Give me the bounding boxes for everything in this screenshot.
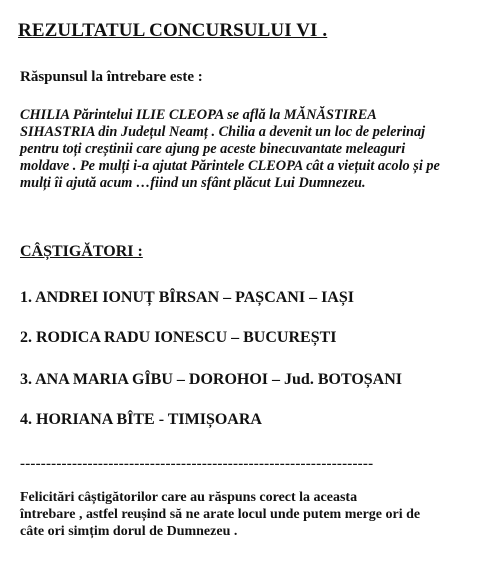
- dashed-divider: --------------------------------------------------------------------: [20, 456, 374, 472]
- winner-item-1: 1. ANDREI IONUȚ BÎRSAN – PAȘCANI – IAȘI: [20, 289, 354, 306]
- congrats-line: câte ori simțim dorul de Dumnezeu .: [20, 524, 238, 539]
- answer-line: pentru toți creștinii care ajung pe aceste binecuvantate meleaguri: [20, 141, 406, 157]
- winners-heading: CÂȘTIGĂTORI :: [20, 243, 143, 260]
- document-title: REZULTATUL CONCURSULUI VI .: [18, 20, 328, 41]
- answer-line: SIHASTRIA din Județul Neamț . Chilia a devenit un loc de pelerinaj: [20, 124, 426, 140]
- answer-line: CHILIA Părintelui ILIE CLEOPA se află la MĂNĂSTIREA: [20, 107, 377, 123]
- question-label: Răspunsul la întrebare este :: [20, 69, 203, 85]
- congrats-line: Felicitări câștigătorilor care au răspuns corect la aceasta: [20, 490, 358, 505]
- congrats-paragraph: [20, 489, 495, 540]
- winner-item-2: 2. RODICA RADU IONESCU – BUCUREȘTI: [20, 329, 337, 346]
- congrats-line: întrebare , astfel reușind să ne arate locul unde putem merge ori de: [20, 507, 421, 522]
- winner-item-4: 4. HORIANA BÎTE - TIMIȘOARA: [20, 411, 262, 428]
- answer-line: mulți îi ajută acum …fiind un sfânt plăcut Lui Dumnezeu.: [20, 175, 366, 191]
- answer-line: moldave . Pe mulți i-a ajutat Părintele CLEOPA cât a viețuit acolo și pe: [20, 158, 440, 174]
- winner-item-3: 3. ANA MARIA GÎBU – DOROHOI – Jud. BOTOȘANI: [20, 371, 402, 388]
- answer-paragraph: [20, 107, 495, 192]
